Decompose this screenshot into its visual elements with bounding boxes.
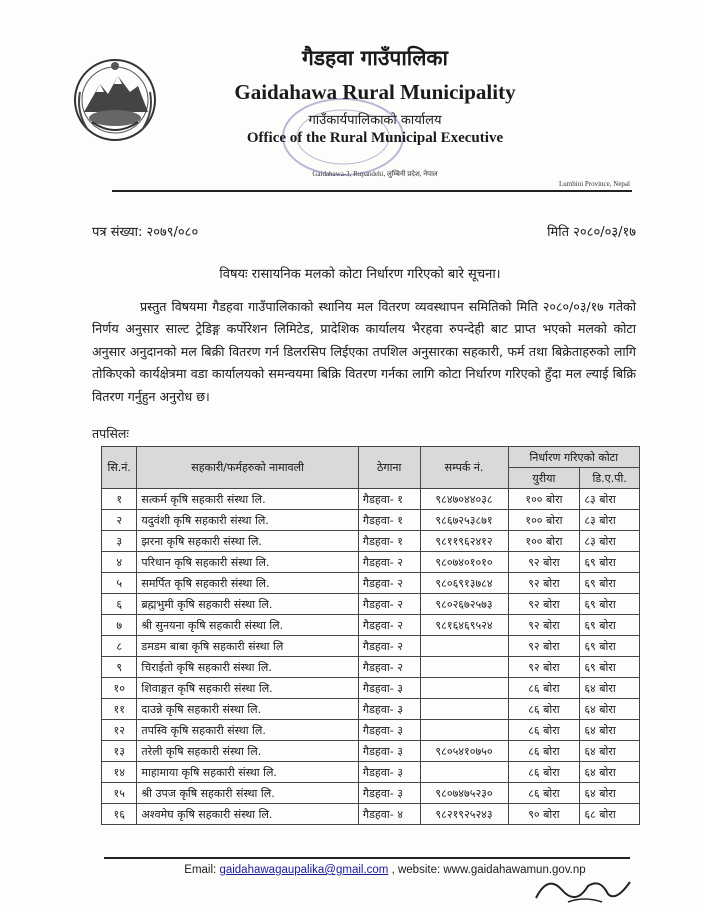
- row-dap: ६९ बोरा: [580, 615, 640, 636]
- row-name: समर्पित कृषि सहकारी संस्था लि.: [137, 573, 358, 594]
- row-dap: ६४ बोरा: [580, 678, 640, 699]
- row-dap: ६९ बोरा: [580, 573, 640, 594]
- row-dap: ६९ बोरा: [580, 636, 640, 657]
- website-label: , website:: [388, 864, 444, 876]
- office-name-english: Office of the Rural Municipal Executive: [246, 130, 504, 146]
- table-row: [102, 741, 640, 762]
- row-contact: ९८०६९१३७८४: [420, 573, 508, 594]
- website-link[interactable]: www.gaidahawamun.gov.np: [443, 864, 586, 876]
- row-contact: [420, 720, 508, 741]
- table-row: [102, 636, 640, 657]
- header-sn: सि.नं.: [102, 447, 137, 489]
- quota-table-body: [102, 489, 640, 825]
- row-sn: १२: [102, 720, 137, 741]
- table-row: [102, 552, 640, 573]
- row-name: अश्वमेघ कृषि सहकारी संस्था लि.: [137, 804, 358, 825]
- row-name: तपस्वि कृषि सहकारी संस्था लि.: [137, 720, 358, 741]
- row-address: गैडहवा- २: [358, 657, 420, 678]
- row-contact: [420, 699, 508, 720]
- row-urea: ८६ बोरा: [508, 699, 580, 720]
- row-sn: ११: [102, 699, 137, 720]
- table-row: [102, 531, 640, 552]
- row-name: श्री उपज कृषि सहकारी संस्था लि.: [137, 783, 358, 804]
- row-name: श्री सुनयना कृषि सहकारी संस्था लि.: [137, 615, 358, 636]
- header-contact: सम्पर्क नं.: [420, 447, 508, 489]
- row-sn: १०: [102, 678, 137, 699]
- row-name: ब्रह्मभुमी कृषि सहकारी संस्था लि.: [137, 594, 358, 615]
- row-urea: ९२ बोरा: [508, 594, 580, 615]
- footer-divider: [104, 857, 630, 859]
- letter-body-text: प्रस्तुत विषयमा गैडहवा गाउँपालिकाको स्थानिय मल वितरण व्यवस्थापन समितिको मिति २०८०/०३/१७ गतेको निर्णय अनुसार साल्ट ट्रेडिङ्ग कर्पोरेशन लिमिटेड, प्रादेशिक कार्यालय भैरहवा रुपन्देही बाट प्राप्त भएको मलको कोटा अनुसार अनुदानको मल बिक्री वितरण गर्न डिलरसिप लिईएका तपशिल अनुसारका सहकारी, फर्म तथा बिक्रेताहरुको लागि तोकिएको कार्यक्षेत्रमा वडा कार्यालयको समन्वयमा बिक्रि वितरण गर्नका लागि कोटा निर्धारण गरिएको हुँदा मल ल्याई बिक्रि वितरण गर्नुहुन अनुरोध छ।: [92, 299, 636, 404]
- row-urea: ८६ बोरा: [508, 783, 580, 804]
- row-address: गैडहवा- १: [358, 531, 420, 552]
- row-contact: [420, 762, 508, 783]
- quota-table: [101, 446, 640, 825]
- reference-number: पत्र संख्या: २०७९/०८०: [92, 225, 199, 240]
- row-name: दाउन्ने कृषि सहकारी संस्था लि.: [137, 699, 358, 720]
- row-dap: ८३ बोरा: [580, 489, 640, 510]
- row-urea: ८६ बोरा: [508, 720, 580, 741]
- row-sn: १३: [102, 741, 137, 762]
- table-row: [102, 720, 640, 741]
- header-dap: डि.ए.पी.: [580, 468, 640, 489]
- row-urea: ९० बोरा: [508, 804, 580, 825]
- row-urea: १०० बोरा: [508, 531, 580, 552]
- header-address: ठेगाना: [358, 447, 420, 489]
- row-name: चिराईतो कृषि सहकारी संस्था लि.: [137, 657, 358, 678]
- municipality-name-nepali: गैडहवा गाउँपालिका: [301, 46, 448, 70]
- row-contact: ९८४७०४४०३८: [420, 489, 508, 510]
- row-dap: ८३ बोरा: [580, 510, 640, 531]
- table-row: [102, 762, 640, 783]
- row-sn: ३: [102, 531, 137, 552]
- row-dap: ६४ बोरा: [580, 741, 640, 762]
- row-name: तरेली कृषि सहकारी संस्था लि.: [137, 741, 358, 762]
- row-contact: ९८०७४०१०१०: [420, 552, 508, 573]
- row-dap: ६४ बोरा: [580, 720, 640, 741]
- row-urea: ९२ बोरा: [508, 636, 580, 657]
- table-row: [102, 594, 640, 615]
- row-address: गैडहवा- ३: [358, 783, 420, 804]
- row-address: गैडहवा- ३: [358, 762, 420, 783]
- row-contact: ९८२१९२५२४३: [420, 804, 508, 825]
- table-row: [102, 783, 640, 804]
- list-label: तपसिलः: [92, 426, 129, 441]
- address-line: Gaidahawa-3, Rupandehi, लुम्बिनी प्रदेश, नेपाल: [312, 170, 438, 178]
- row-address: गैडहवा- ३: [358, 741, 420, 762]
- row-name: झरना कृषि सहकारी संस्था लि.: [137, 531, 358, 552]
- row-name: सत्कर्म कृषि सहकारी संस्था लि.: [137, 489, 358, 510]
- row-dap: ६४ बोरा: [580, 783, 640, 804]
- table-row: [102, 699, 640, 720]
- office-stamp-icon: [268, 92, 418, 182]
- row-contact: ९८११९६२४१२: [420, 531, 508, 552]
- row-urea: १०० बोरा: [508, 489, 580, 510]
- office-name-nepali: गाउँकार्यपालिकाको कार्यालय: [308, 113, 442, 128]
- row-address: गैडहवा- १: [358, 510, 420, 531]
- row-urea: १०० बोरा: [508, 510, 580, 531]
- row-urea: ९२ बोरा: [508, 552, 580, 573]
- header-quota: निर्धारण गरिएको कोटा: [508, 447, 639, 468]
- row-contact: [420, 678, 508, 699]
- row-sn: १५: [102, 783, 137, 804]
- row-urea: ८६ बोरा: [508, 741, 580, 762]
- letter-date: मिति २०८०/०३/१७: [547, 225, 636, 240]
- letter-subject: विषयः रासायनिक मलको कोटा निर्धारण गरिएको बारे सूचना।: [219, 267, 501, 282]
- signature-icon: [528, 868, 638, 910]
- row-urea: ९२ बोरा: [508, 657, 580, 678]
- row-name: शिवाङ्गत कृषि सहकारी संस्था लि.: [137, 678, 358, 699]
- table-row: [102, 489, 640, 510]
- row-sn: २: [102, 510, 137, 531]
- row-address: गैडहवा- २: [358, 615, 420, 636]
- row-urea: ८६ बोरा: [508, 762, 580, 783]
- row-sn: ६: [102, 594, 137, 615]
- header-urea: युरीया: [508, 468, 580, 489]
- province-label: Lumbini Province, Nepal: [559, 180, 630, 188]
- row-contact: [420, 657, 508, 678]
- row-sn: ५: [102, 573, 137, 594]
- row-dap: ६४ बोरा: [580, 762, 640, 783]
- municipality-name-english: Gaidahawa Rural Municipality: [234, 80, 516, 104]
- row-contact: ९८०५४१०७५०: [420, 741, 508, 762]
- row-contact: ९८१६४६९५२४: [420, 615, 508, 636]
- row-dap: ६९ बोरा: [580, 657, 640, 678]
- letter-body: [92, 296, 636, 408]
- row-contact: [420, 636, 508, 657]
- row-contact: ९८०७४७५२३०: [420, 783, 508, 804]
- row-sn: ४: [102, 552, 137, 573]
- row-address: गैडहवा- २: [358, 636, 420, 657]
- row-contact: ९८०२६७२५७३: [420, 594, 508, 615]
- row-address: गैडहवा- ३: [358, 678, 420, 699]
- row-dap: ६८ बोरा: [580, 804, 640, 825]
- row-sn: ७: [102, 615, 137, 636]
- table-row: [102, 510, 640, 531]
- letterhead-divider: [112, 190, 632, 192]
- row-sn: ९: [102, 657, 137, 678]
- nepal-emblem-icon: [72, 52, 158, 148]
- table-row: [102, 657, 640, 678]
- email-label: Email:: [184, 864, 220, 876]
- row-sn: ८: [102, 636, 137, 657]
- row-sn: १: [102, 489, 137, 510]
- row-address: गैडहवा- २: [358, 552, 420, 573]
- email-link[interactable]: gaidahawagaupalika@gmail.com: [219, 864, 389, 876]
- row-urea: ८६ बोरा: [508, 678, 580, 699]
- table-row: [102, 615, 640, 636]
- row-sn: १४: [102, 762, 137, 783]
- row-urea: ९२ बोरा: [508, 573, 580, 594]
- row-address: गैडहवा- १: [358, 489, 420, 510]
- row-dap: ८३ बोरा: [580, 531, 640, 552]
- row-sn: १६: [102, 804, 137, 825]
- row-address: गैडहवा- ३: [358, 699, 420, 720]
- row-name: यदुवंशी कृषि सहकारी संस्था लि.: [137, 510, 358, 531]
- table-row: [102, 573, 640, 594]
- header-name: सहकारी/फर्महरुको नामावली: [137, 447, 358, 489]
- row-dap: ६९ बोरा: [580, 552, 640, 573]
- row-urea: ९२ बोरा: [508, 615, 580, 636]
- table-row: [102, 678, 640, 699]
- row-address: गैडहवा- २: [358, 594, 420, 615]
- row-name: माहामाया कृषि सहकारी संस्था लि.: [137, 762, 358, 783]
- row-address: गैडहवा- ४: [358, 804, 420, 825]
- row-dap: ६९ बोरा: [580, 594, 640, 615]
- row-contact: ९८६७२५३८७१: [420, 510, 508, 531]
- row-dap: ६४ बोरा: [580, 699, 640, 720]
- row-address: गैडहवा- २: [358, 573, 420, 594]
- row-name: डमडम बाबा कृषि सहकारी संस्था लि: [137, 636, 358, 657]
- row-address: गैडहवा- ३: [358, 720, 420, 741]
- row-name: परिधान कृषि सहकारी संस्था लि.: [137, 552, 358, 573]
- table-row: [102, 804, 640, 825]
